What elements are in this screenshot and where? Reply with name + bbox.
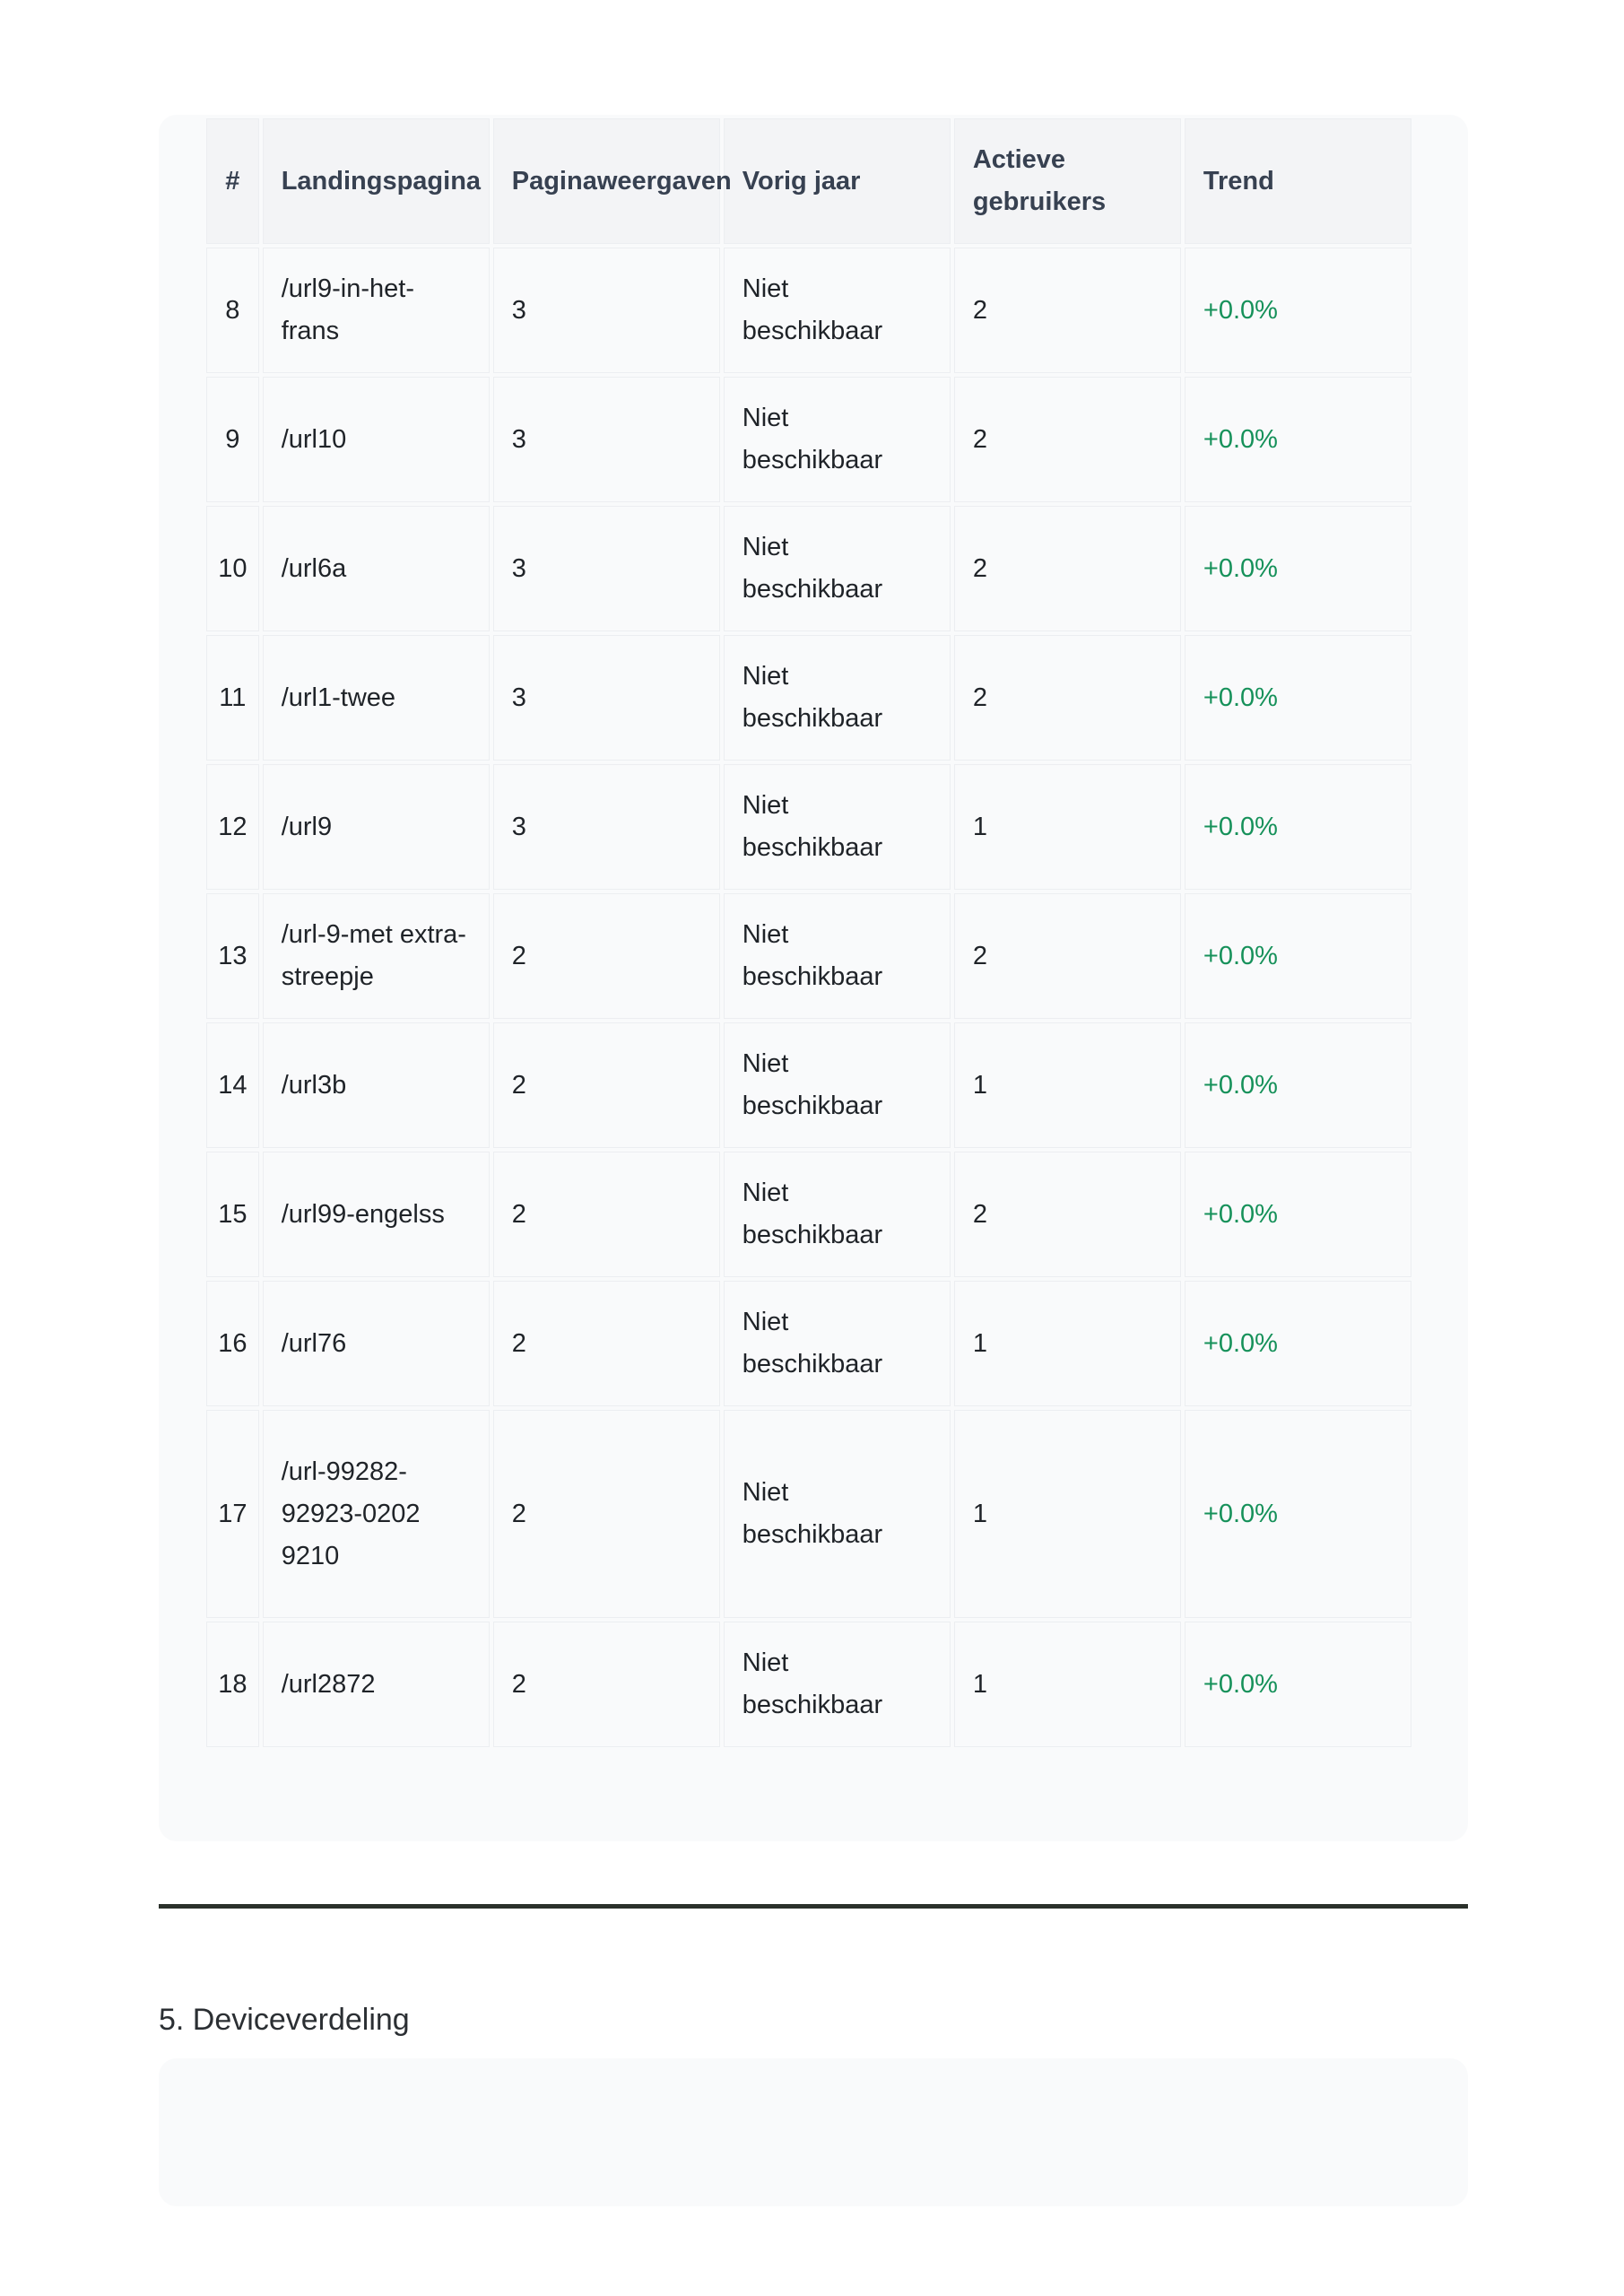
row-landing-page: /url6a	[263, 506, 490, 631]
row-trend: +0.0%	[1185, 635, 1411, 761]
table-row	[206, 377, 1411, 502]
row-landing-page: /url1-twee	[263, 635, 490, 761]
row-last-year: Niet beschikbaar	[724, 248, 951, 373]
row-landing-page: /url10	[263, 377, 490, 502]
row-num: 16	[206, 1281, 259, 1406]
row-trend: +0.0%	[1185, 893, 1411, 1019]
row-num: 12	[206, 764, 259, 890]
row-trend: +0.0%	[1185, 248, 1411, 373]
row-num: 13	[206, 893, 259, 1019]
section-divider	[159, 1904, 1468, 1909]
row-last-year: Niet beschikbaar	[724, 1410, 951, 1618]
table-row	[206, 248, 1411, 373]
row-last-year: Niet beschikbaar	[724, 1622, 951, 1747]
row-pageviews: 2	[493, 1022, 720, 1148]
section-title-device-distribution: 5. Deviceverdeling	[159, 2003, 410, 2037]
row-pageviews: 3	[493, 506, 720, 631]
row-pageviews: 3	[493, 248, 720, 373]
row-active-users: 1	[954, 1622, 1181, 1747]
row-landing-page: /url9	[263, 764, 490, 890]
row-landing-page: /url3b	[263, 1022, 490, 1148]
row-num: 8	[206, 248, 259, 373]
table-header-row	[206, 118, 1411, 244]
row-last-year: Niet beschikbaar	[724, 1152, 951, 1277]
row-active-users: 2	[954, 377, 1181, 502]
row-last-year: Niet beschikbaar	[724, 893, 951, 1019]
row-active-users: 1	[954, 1022, 1181, 1148]
row-num: 17	[206, 1410, 259, 1618]
table-row	[206, 635, 1411, 761]
header-active-users: Actieve gebruikers	[954, 118, 1181, 244]
header-last-year: Vorig jaar	[724, 118, 951, 244]
table-row	[206, 1152, 1411, 1277]
table-row	[206, 1622, 1411, 1747]
row-trend: +0.0%	[1185, 764, 1411, 890]
row-trend: +0.0%	[1185, 506, 1411, 631]
row-active-users: 1	[954, 764, 1181, 890]
table-row	[206, 764, 1411, 890]
table-row	[206, 506, 1411, 631]
row-landing-page: /url2872	[263, 1622, 490, 1747]
row-num: 11	[206, 635, 259, 761]
table-row	[206, 1281, 1411, 1406]
row-landing-page: /url76	[263, 1281, 490, 1406]
row-pageviews: 2	[493, 1622, 720, 1747]
row-active-users: 2	[954, 893, 1181, 1019]
row-pageviews: 3	[493, 635, 720, 761]
row-trend: +0.0%	[1185, 1281, 1411, 1406]
row-active-users: 2	[954, 1152, 1181, 1277]
table-row	[206, 1410, 1411, 1618]
row-active-users: 1	[954, 1410, 1181, 1618]
header-trend: Trend	[1185, 118, 1411, 244]
row-num: 18	[206, 1622, 259, 1747]
row-landing-page: /url99-engelss	[263, 1152, 490, 1277]
row-pageviews: 2	[493, 1152, 720, 1277]
row-last-year: Niet beschikbaar	[724, 377, 951, 502]
row-active-users: 2	[954, 248, 1181, 373]
row-landing-page: /url-9-met extra-streepje	[263, 893, 490, 1019]
row-landing-page: /url-99282-92923-0202 9210	[263, 1410, 490, 1618]
row-last-year: Niet beschikbaar	[724, 1281, 951, 1406]
row-trend: +0.0%	[1185, 1152, 1411, 1277]
row-trend: +0.0%	[1185, 1022, 1411, 1148]
row-last-year: Niet beschikbaar	[724, 1022, 951, 1148]
row-trend: +0.0%	[1185, 1622, 1411, 1747]
row-num: 15	[206, 1152, 259, 1277]
landing-pages-table	[203, 115, 1415, 1751]
table-row	[206, 1022, 1411, 1148]
table-row	[206, 893, 1411, 1019]
row-active-users: 1	[954, 1281, 1181, 1406]
row-pageviews: 2	[493, 893, 720, 1019]
row-landing-page: /url9-in-het-frans	[263, 248, 490, 373]
row-pageviews: 3	[493, 764, 720, 890]
device-distribution-card	[159, 2058, 1468, 2206]
row-active-users: 2	[954, 635, 1181, 761]
row-trend: +0.0%	[1185, 377, 1411, 502]
row-num: 14	[206, 1022, 259, 1148]
header-num: #	[206, 118, 259, 244]
row-last-year: Niet beschikbaar	[724, 764, 951, 890]
row-num: 10	[206, 506, 259, 631]
row-last-year: Niet beschikbaar	[724, 635, 951, 761]
header-pageviews: Paginaweergaven	[493, 118, 720, 244]
row-pageviews: 3	[493, 377, 720, 502]
row-pageviews: 2	[493, 1281, 720, 1406]
row-last-year: Niet beschikbaar	[724, 506, 951, 631]
row-num: 9	[206, 377, 259, 502]
row-pageviews: 2	[493, 1410, 720, 1618]
row-active-users: 2	[954, 506, 1181, 631]
header-landing-page: Landingspagina	[263, 118, 490, 244]
row-trend: +0.0%	[1185, 1410, 1411, 1618]
